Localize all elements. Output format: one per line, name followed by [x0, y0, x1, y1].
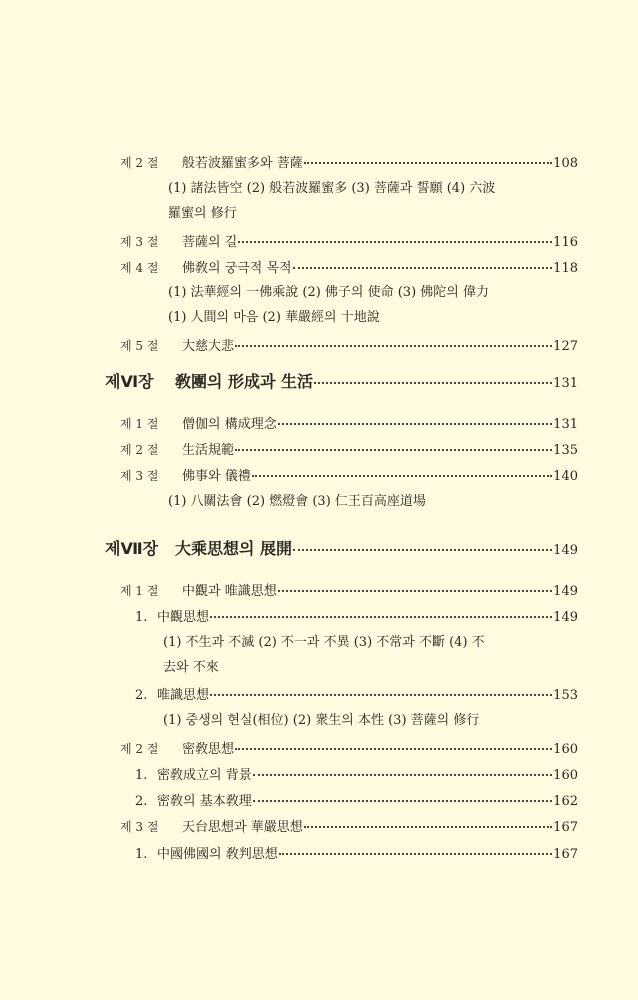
toc-subsection-number: 1.: [135, 768, 148, 783]
page-number: 118: [553, 261, 578, 276]
toc-subtopics: (1) 중생의 현실(相位) (2) 衆生의 本性 (3) 菩薩의 修行: [163, 713, 480, 728]
toc-section-title: 佛事와 儀禮: [182, 469, 251, 484]
toc-subsection-number: 1.: [135, 847, 148, 862]
dot-leader: [304, 150, 552, 164]
dot-leader: [253, 788, 552, 802]
toc-section-number: 제 4 절: [120, 261, 159, 275]
page-number: 167: [553, 847, 578, 862]
dot-leader: [235, 736, 552, 750]
toc-subtopics: (1) 諸法皆空 (2) 般若波羅蜜多 (3) 菩薩과 誓願 (4) 六波: [168, 181, 496, 196]
toc-section: [120, 466, 578, 486]
toc-section-title: 大慈大悲: [182, 339, 235, 354]
toc-section-number: 제 1 절: [120, 584, 159, 598]
toc-section-number: 제 3 절: [120, 235, 159, 249]
toc-section-number: 제 3 절: [120, 469, 159, 483]
page-number: 167: [553, 820, 578, 835]
toc-subsection-title: 唯識思想: [157, 688, 210, 703]
page-number: 108: [553, 156, 578, 171]
toc-section-number: 제 2 절: [120, 156, 159, 170]
toc-section: [120, 153, 578, 173]
toc-subsection: [135, 765, 578, 785]
page-number: 160: [553, 768, 578, 783]
dot-leader: [293, 537, 552, 551]
toc-chapter-number: 제Ⅶ장: [105, 539, 159, 558]
dot-leader: [210, 682, 552, 696]
dot-leader: [304, 814, 552, 828]
toc-section: [120, 817, 578, 837]
toc-section: [120, 336, 578, 356]
dot-leader: [235, 333, 552, 347]
toc-section-number: 제 5 절: [120, 339, 159, 353]
page-number: 149: [553, 543, 578, 558]
toc-subsection-number: 2.: [135, 688, 148, 703]
dot-leader: [279, 841, 552, 855]
toc-section: [120, 581, 578, 601]
page-number: 131: [553, 417, 578, 432]
dot-leader: [314, 370, 552, 384]
dot-leader: [278, 411, 552, 425]
dot-leader: [278, 578, 552, 592]
toc-subtopics: 去와 不來: [163, 660, 219, 675]
toc-section: [120, 232, 578, 252]
toc-chapter-number: 제Ⅵ장: [105, 372, 154, 391]
page-number: 127: [553, 339, 578, 354]
dot-leader: [238, 229, 552, 243]
toc-subtopics: (1) 不生과 不滅 (2) 不一과 不異 (3) 不常과 不斷 (4) 不: [163, 635, 485, 650]
toc-subsection: [135, 685, 578, 705]
toc-section-title: 僧伽의 構成理念: [182, 417, 277, 432]
toc-section: [120, 414, 578, 434]
page-number: 160: [553, 742, 578, 757]
page-number: 149: [553, 584, 578, 599]
toc-chapter: [105, 540, 578, 560]
toc-chapter: [105, 373, 578, 393]
toc-chapter-title: 大乘思想의 展開: [175, 539, 293, 558]
page-number: 135: [553, 443, 578, 458]
toc-section-title: 中觀과 唯識思想: [182, 584, 277, 599]
page-number: 131: [553, 376, 578, 391]
toc-subsection: [135, 791, 578, 811]
toc-subsection-title: 密敎의 基本敎理: [157, 794, 252, 809]
dot-leader: [293, 255, 553, 269]
toc-subtopics: (1) 法華經의 一佛乘說 (2) 佛子의 使命 (3) 佛陀의 偉力: [168, 285, 489, 300]
dot-leader: [253, 762, 552, 776]
toc-section: [120, 739, 578, 759]
toc-subsection-title: 密敎成立의 背景: [157, 768, 252, 783]
toc-subsection-title: 中觀思想: [157, 610, 210, 625]
dot-leader: [235, 437, 552, 451]
page-number: 149: [553, 610, 578, 625]
dot-leader: [252, 463, 552, 477]
toc-section: [120, 258, 578, 278]
toc-section-title: 般若波羅蜜多와 菩薩: [182, 156, 303, 171]
page-number: 116: [553, 235, 578, 250]
toc-section-title: 天台思想과 華嚴思想: [182, 820, 303, 835]
toc-section-number: 제 2 절: [120, 443, 159, 457]
dot-leader: [210, 604, 552, 618]
toc-section-number: 제 3 절: [120, 820, 159, 834]
page-number: 162: [553, 794, 578, 809]
toc-subsection-number: 2.: [135, 794, 148, 809]
page-number: 153: [553, 688, 578, 703]
toc-subsection-title: 中國佛國의 敎判思想: [157, 847, 278, 862]
toc-section: [120, 440, 578, 460]
toc-subsection: [135, 844, 578, 864]
toc-subsection: [135, 607, 578, 627]
page-number: 140: [553, 469, 578, 484]
toc-section-title: 密敎思想: [182, 742, 235, 757]
toc-section-number: 제 1 절: [120, 417, 159, 431]
toc-subtopics: (1) 人間의 마음 (2) 華嚴經의 十地說: [168, 310, 380, 325]
toc-section-title: 菩薩의 길: [182, 235, 238, 250]
toc-subsection-number: 1.: [135, 610, 148, 625]
toc-section-number: 제 2 절: [120, 742, 159, 756]
toc-chapter-title: 敎團의 形成과 生活: [175, 372, 314, 391]
toc-section-title: 佛敎의 궁극적 목적: [182, 261, 292, 276]
toc-subtopics: (1) 八關法會 (2) 燃燈會 (3) 仁王百高座道場: [168, 494, 426, 509]
toc-subtopics: 羅蜜의 修行: [168, 206, 237, 221]
toc-section-title: 生活規範: [182, 443, 235, 458]
